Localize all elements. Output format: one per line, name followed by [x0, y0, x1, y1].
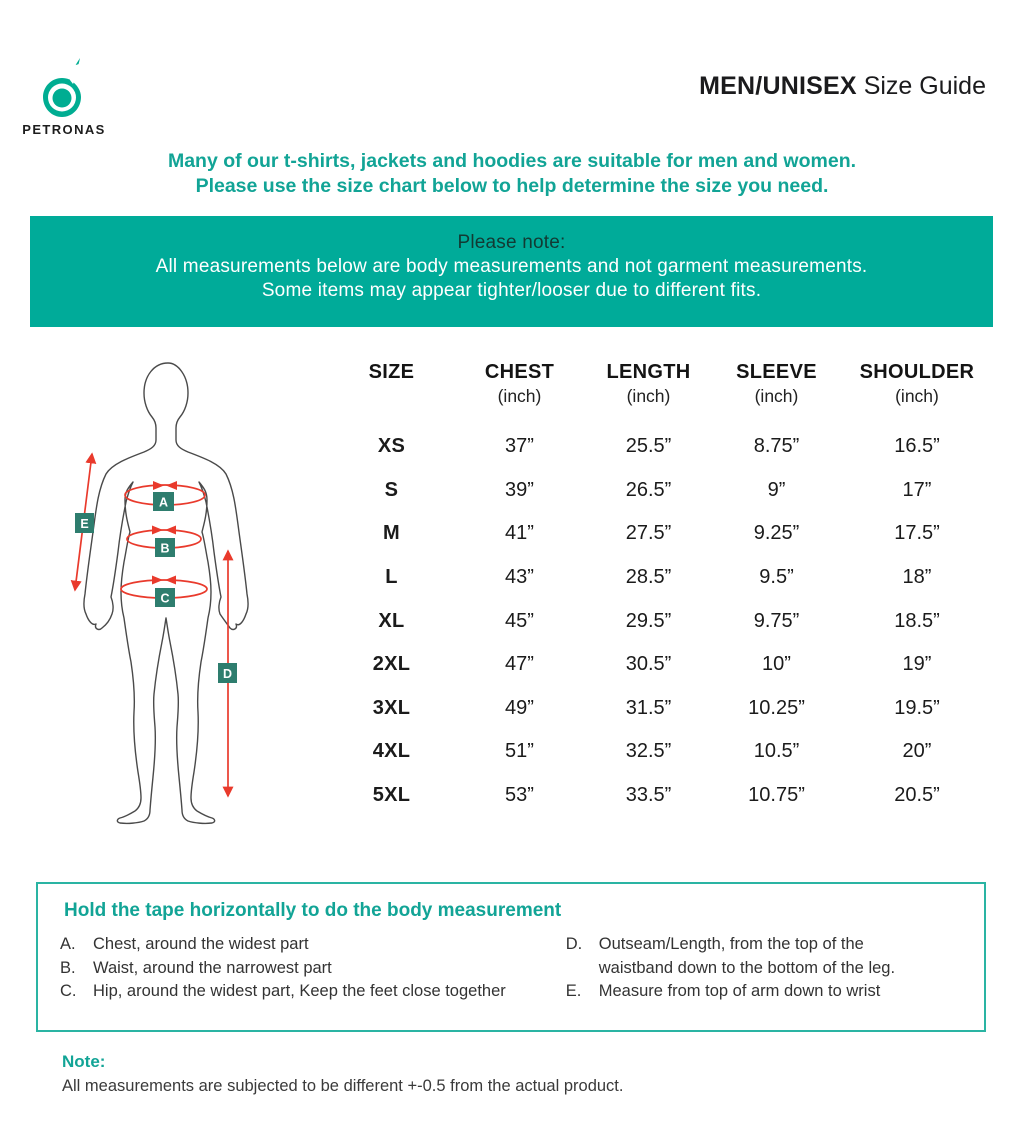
- notice-line-1: All measurements below are body measurements and not garment measurements.: [155, 256, 868, 277]
- brand-name: PETRONAS: [22, 122, 106, 137]
- column-header-shoulder: SHOULDER (inch): [859, 361, 975, 406]
- badge-b: [155, 538, 175, 557]
- table-row: XS 37” 25.5” 8.75” 16.5”: [377, 435, 940, 458]
- measuring-instructions-title: Hold the tape horizontally to do the body measurement: [64, 900, 562, 921]
- table-row: 5XL 53” 33.5” 10.75” 20.5”: [372, 784, 940, 807]
- size-table-header: [330, 360, 992, 408]
- page-title: [699, 72, 986, 101]
- badge-e: [75, 513, 94, 533]
- column-header-sleeve: SLEEVE (inch): [736, 361, 817, 406]
- page-title-bold: MEN/UNISEX: [699, 72, 857, 100]
- column-header-chest: CHEST (inch): [484, 361, 555, 406]
- list-item: D. Outseam/Length, from the top of the waistband down to the bottom of the leg.: [565, 935, 896, 977]
- bottom-note: [62, 1050, 623, 1098]
- table-row: 4XL 51” 32.5” 10.5” 20”: [372, 740, 932, 763]
- table-row: 3XL 49” 31.5” 10.25” 19.5”: [372, 696, 940, 719]
- list-item: B. Waist, around the narrowest part: [60, 958, 332, 977]
- table-row: L 43” 28.5” 9.5” 18”: [385, 566, 932, 589]
- column-header-size: SIZE: [368, 361, 415, 383]
- notice-line-2: Some items may appear tighter/looser due to different fits.: [261, 280, 762, 301]
- size-table: [330, 360, 992, 817]
- badge-e-letter: E: [80, 517, 89, 531]
- table-row: M 41” 27.5” 9.25” 17.5”: [383, 522, 940, 545]
- notice-heading: Please note:: [457, 232, 566, 253]
- petronas-logo-icon: [41, 56, 87, 118]
- body-measurement-diagram: [40, 352, 330, 847]
- measuring-instructions-columns: [38, 933, 984, 1004]
- brand-block: [18, 56, 110, 137]
- page-title-regular: Size Guide: [856, 72, 986, 100]
- list-item: A. Chest, around the widest part: [60, 935, 309, 953]
- list-item: E. Measure from top of arm down to wrist: [565, 982, 881, 1000]
- note-label: Note:: [62, 1052, 106, 1071]
- badge-c-letter: C: [160, 591, 170, 606]
- instructions-right-list: [566, 933, 911, 1004]
- table-row: XL 45” 29.5” 9.75” 18.5”: [378, 609, 940, 632]
- measuring-instructions-box: [36, 882, 986, 1032]
- instructions-left-list: [60, 933, 506, 1004]
- badge-c: [155, 588, 175, 607]
- table-row: 2XL 47” 30.5” 10” 19”: [372, 653, 932, 676]
- notice-banner: [30, 216, 993, 327]
- intro-line-1: Many of our t-shirts, jackets and hoodies are suitable for men and women.: [167, 150, 857, 172]
- badge-a-letter: A: [158, 495, 169, 510]
- badge-a: [153, 492, 174, 511]
- list-item: C. Hip, around the widest part, Keep the feet close together: [60, 982, 506, 1000]
- note-text: All measurements are subjected to be different +-0.5 from the actual product.: [62, 1077, 624, 1095]
- table-row: S 39” 26.5” 9” 17”: [384, 478, 932, 501]
- intro-line-2: Please use the size chart below to help determine the size you need.: [195, 175, 829, 197]
- column-header-length: LENGTH (inch): [606, 361, 691, 406]
- intro-text: [0, 149, 1024, 199]
- size-table-rows: [330, 425, 992, 817]
- badge-b-letter: B: [160, 541, 170, 556]
- badge-d-letter: D: [222, 667, 233, 681]
- badge-d: [218, 663, 237, 683]
